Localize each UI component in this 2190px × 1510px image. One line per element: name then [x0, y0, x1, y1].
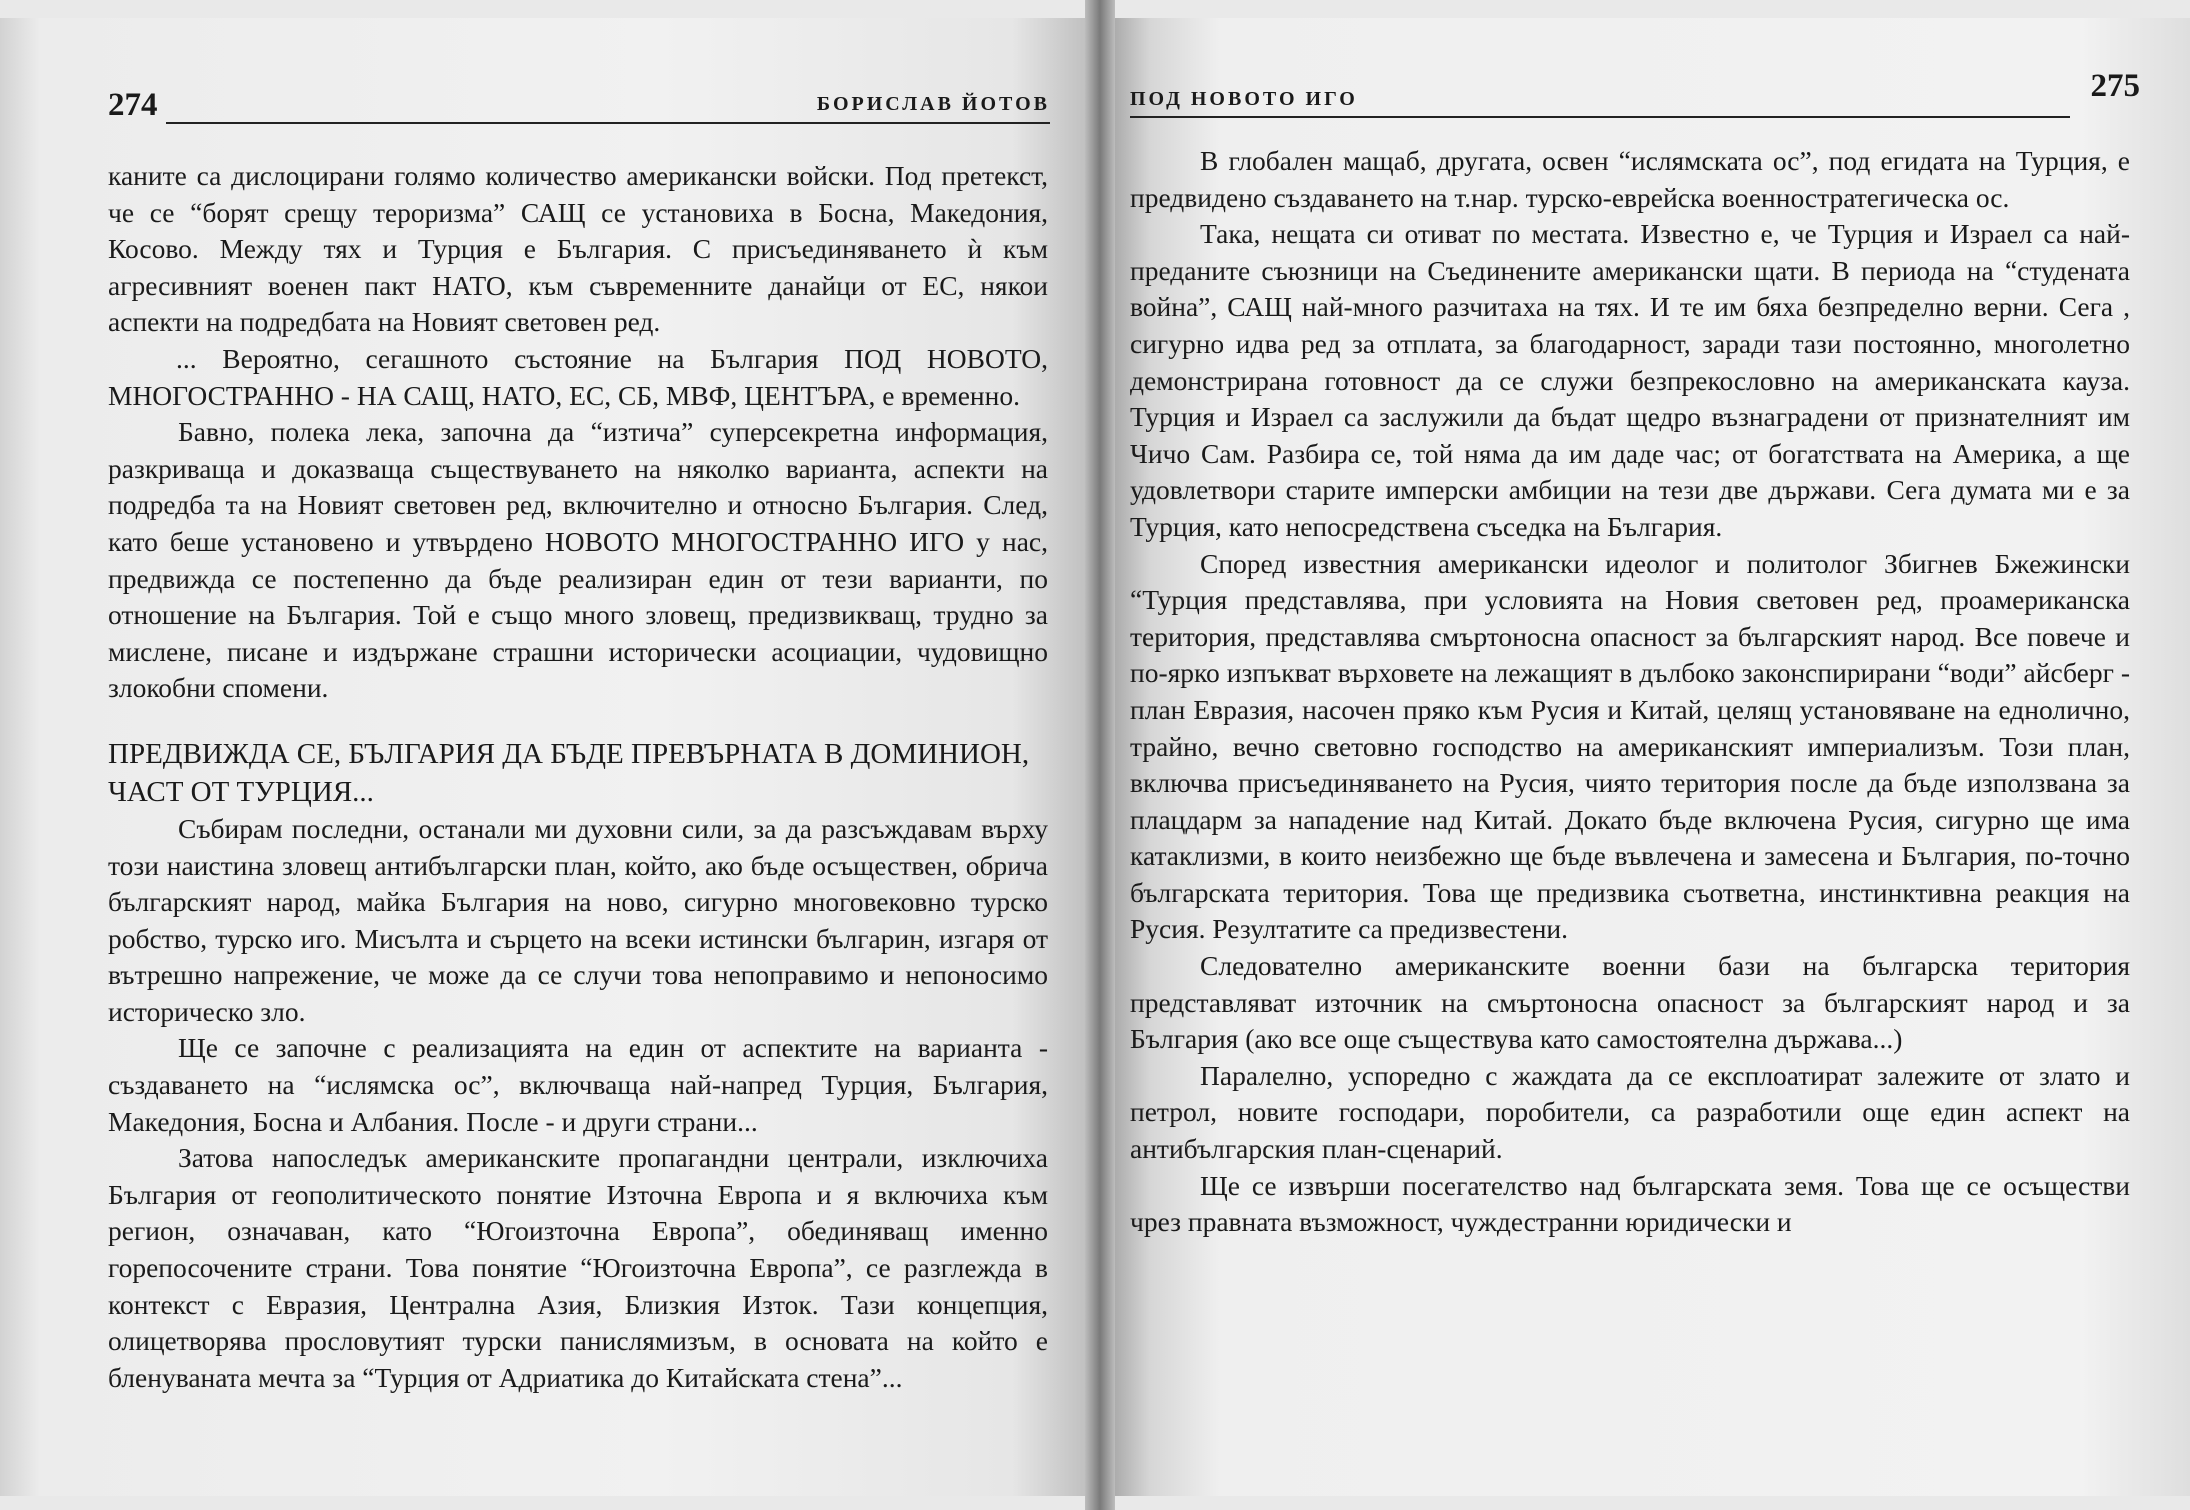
section-heading: ПРЕДВИЖДА СЕ, БЪЛГАРИЯ ДА БЪДЕ ПРЕВЪРНАТА В ДОМИНИОН, ЧАСТ ОТ ТУРЦИЯ... [108, 737, 1030, 808]
page-number: 275 [2090, 68, 2140, 104]
right-page [1100, 18, 2190, 1496]
paragraph: каните са дислоцирани голямо количество американски войски. Под претекст, че се “борят срещу тероризма” САЩ се установиха в Босна, Македония, Косово. Между тях и Турция е България. С присъединяването ѝ към агресивният военен пакт НАТО, към съвременните данайци от ЕС, някои аспекти на подредбата на Новият световен ред. [108, 160, 1048, 338]
header-rule [1130, 116, 2070, 118]
paragraph: В глобален мащаб, другата, освен “ислямската ос”, под егидата на Турция, е предвидено създаването на т.нар. турско-еврейска военностратегическа ос. [1130, 145, 2130, 213]
paragraph: ... Вероятно, сегашното състояние на България ПОД НОВОТО, МНОГОСТРАННО - НА САЩ, НАТО, ЕС, СБ, МВФ, ЦЕНТЪРА, е временно. [108, 342, 1048, 411]
paragraph: Ще се започне с реализацията на един от аспектите на варианта - създаването на “ислямска ос”, включваща най-напред Турция, България, Македония, Босна и Албания. После - и други страни... [108, 1032, 1048, 1137]
paragraph: Затова напоследък американските пропагандни централи, изключиха България от геополитическото понятие Източна Европа и я включиха към регион, означаван, като “Югоизточна Европа”, обединяващ именно горепосочените страни. Това понятие “Югоизточна Европа”, се разглежда в контекст с Евразия, Централна Азия, Близкия Изток. Тази концепция, олицетворява прословутият турски панислямизъм, в основата на който е бленуваната мечта за “Турция от Адриатика до Китайската стена”... [108, 1142, 1048, 1393]
paragraph: Така, нещата си отиват по местата. Известно е, че Турция и Израел са най-преданите съюзници на Съединените американски щати. В периода на “студената война”, САЩ най-много разчитаха на тях. И те им бяха безпределно верни. Сега , сигурно идва ред за отплата, за благодарност, заради тази постоянно, многолетно демонстрирана готовност да се служи безпрекословно на американската кауза. Турция и Израел са заслужили да бъдат щедро възнаградени от признателният им Чичо Сам. Разбира се, той няма да им даде час; от богатствата на Америка, а ще удовлетвори старите имперски амбиции на тези две държави. Сега думата ми е за Турция, като непосредствена съседка на България. [1130, 218, 2130, 542]
left-page-header [108, 68, 1050, 128]
paragraph: Паралелно, успоредно с жаждата да се експлоатират залежите от злато и петрол, новите господари, поробители, са разработили още един аспект на антибългарския план-сценарий. [1130, 1059, 2130, 1165]
book-gutter [1085, 0, 1115, 1510]
right-page-text [1130, 143, 2130, 1241]
paragraph: Бавно, полека лека, започна да “изтича” суперсекретна информация, разкриваща и доказваща съществуването на няколко варианта, аспекти на подредба та на Новият световен ред, включително и относно България. След, като беше установено и утвърдено НОВОТО МНОГОСТРАННО ИГО у нас, предвижда се постепенно да бъде реализиран един от тези варианти, по отношение на България. Той е също много зловещ, предизвикващ, трудно за мислене, писане и издържане страшни исторически асоциации, чудовищно злокобни спомени. [108, 416, 1048, 704]
paragraph: Събирам последни, останали ми духовни сили, за да разсъждавам върху този наистина зловещ антибългарски план, който, ако бъде осъществен, обрича българският народ, майка България на ново, сигурно многовековно турско робство, турско иго. Мисълта и сърцето на всеки истински българин, изгаря от вътрешно напрежение, че може да се случи това непоправимо и непоносимо историческо зло. [108, 812, 1048, 1027]
running-title: БОРИСЛАВ ЙОТОВ [816, 93, 1050, 115]
paragraph: Според известния американски идеолог и политолог Збигнев Бжежински “Турция представлява, при условията на Новия световен ред, проамериканска територия, представлява смъртоносна опасност за българският народ. Все повече и по-ярко изпъкват върховете на лежащият в дълбоко законспирирани “води” айсберг - план Евразия, насочен пряко към Русия и Китай, целящ установяване на еднолично, трайно, вечно световно господство на американският империализъм. Този план, включва присъединяването на Русия, чиято територия после да бъде използвана за плацдарм за нападение над Китай. Докато бъде включена Русия, сигурно ще има катаклизми, в които неизбежно ще бъде въвлечена и замесена и България, по-точно българската територия. Това ще предизвика съответна, инстинктивна реакция на Русия. Резултатите са предизвестени. [1130, 547, 2130, 945]
header-rule [166, 122, 1050, 124]
running-title: ПОД НОВОТО ИГО [1130, 88, 1358, 110]
paragraph: Ще се извърши посегателство над българската земя. Това ще се осъществи чрез правната възможност, чуждестранни юридически и [1130, 1169, 2130, 1238]
paragraph: Следователно американските военни бази на българска територия представляват източник на смъртоносна опасност за българският народ и за България (ако все още съществува като самостоятелна държава...) [1130, 950, 2130, 1055]
left-page-text [108, 158, 1048, 1396]
left-page [0, 18, 1100, 1496]
page-number: 274 [108, 87, 158, 123]
right-page-header [1130, 68, 2140, 128]
